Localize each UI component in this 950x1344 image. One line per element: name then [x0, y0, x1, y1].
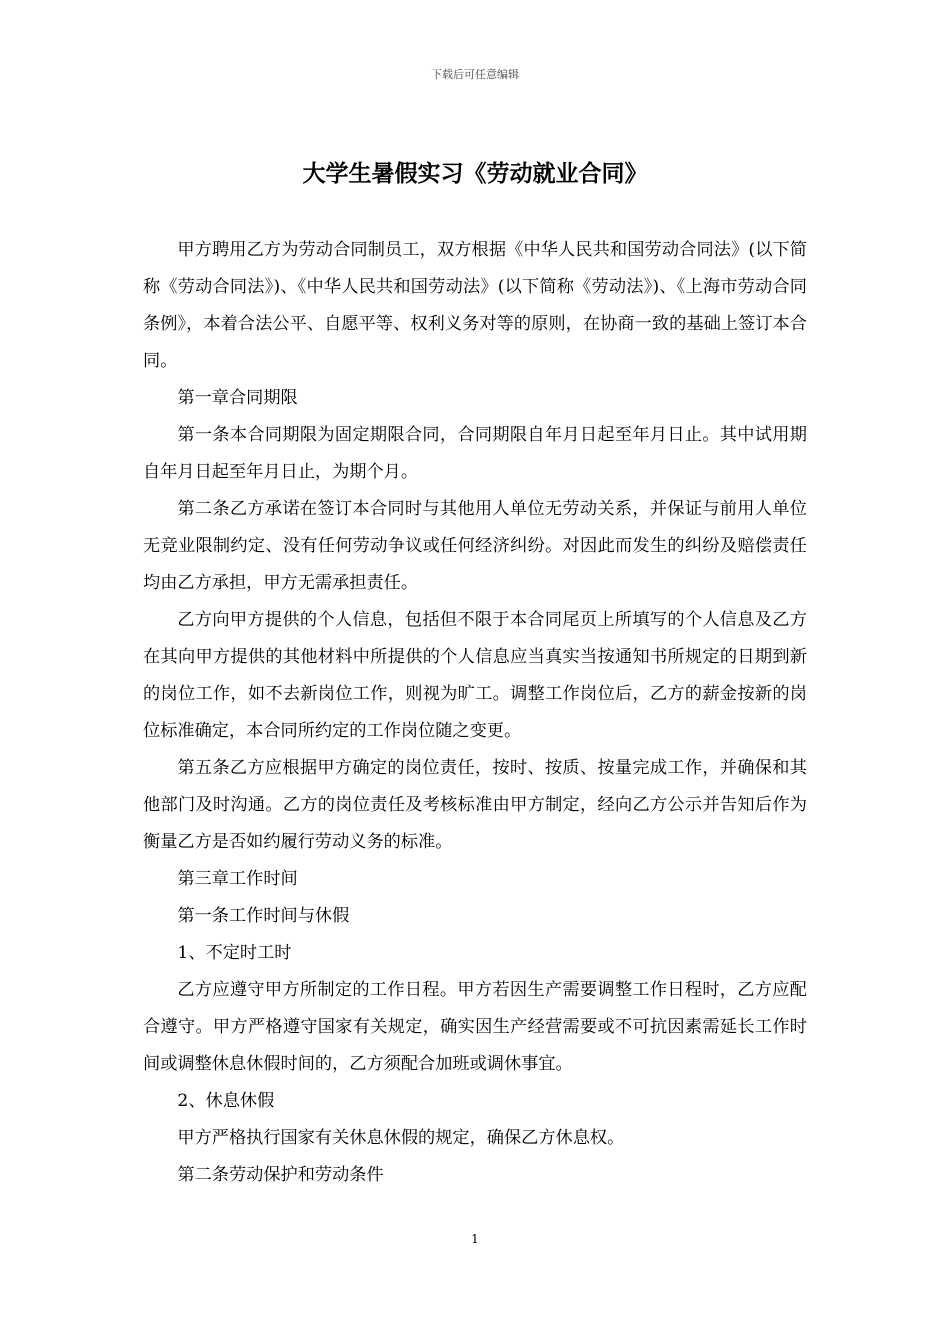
article-heading: 第一条工作时间与休假: [177, 906, 350, 926]
paragraph: 乙方向甲方提供的个人信息，包括但不限于本合同尾页上所填写的个人信息及乙方在其向甲方提供的其他材料中所提供的个人信息应当真实当按通知书所规定的日期到新的岗位工作，如不去新岗位工作，则视为旷工。调整工作岗位后，乙方的薪金按新的岗位标准确定，本合同所约定的工作岗位随之变更。: [143, 610, 807, 741]
paragraph-preamble: 甲方聘用乙方为劳动合同制员工，双方根据《中华人民共和国劳动合同法》(以下简称《劳动合同法》)、《中华人民共和国劳动法》(以下简称《劳动法》)、《上海市劳动合同条例》，本着合法公平、自愿平等、权利义务对等的原则，在协商一致的基础上签订本合同。: [143, 240, 807, 371]
document-body: [143, 232, 807, 1194]
article-heading: 第二条劳动保护和劳动条件: [177, 1165, 384, 1185]
paragraph: 第二条乙方承诺在签订本合同时与其他用人单位无劳动关系，并保证与前用人单位无竞业限制约定、没有任何劳动争议或任何经济纠纷。对因此而发生的纠纷及赔偿责任均由乙方承担，甲方无需承担责任。: [143, 499, 807, 593]
page-number: 1: [471, 1232, 479, 1246]
page-header-note: 下载后可任意编辑: [431, 68, 519, 81]
paragraph: 第一条本合同期限为固定期限合同，合同期限自年月日起至年月日止。其中试用期自年月日起至年月日止，为期个月。: [143, 425, 807, 482]
paragraph: 甲方严格执行国家有关休息休假的规定，确保乙方休息权。: [177, 1128, 625, 1148]
paragraph: 第五条乙方应根据甲方确定的岗位责任，按时、按质、按量完成工作，并确保和其他部门及时沟通。乙方的岗位责任及考核标准由甲方制定，经向乙方公示并告知后作为衡量乙方是否如约履行劳动义务的标准。: [143, 758, 807, 852]
chapter-heading: 第一章合同期限: [177, 388, 298, 408]
list-item-heading: 2、休息休假: [177, 1091, 275, 1111]
list-item-heading: 1、不定时工时: [177, 943, 292, 963]
paragraph: 乙方应遵守甲方所制定的工作日程。甲方若因生产需要调整工作日程时，乙方应配合遵守。甲方严格遵守国家有关规定，确实因生产经营需要或不可抗因素需延长工作时间或调整休息休假时间的，乙方须配合加班或调休事宜。: [143, 980, 807, 1074]
chapter-heading: 第三章工作时间: [177, 869, 298, 889]
document-title: 大学生暑假实习《劳动就业合同》: [302, 161, 648, 187]
